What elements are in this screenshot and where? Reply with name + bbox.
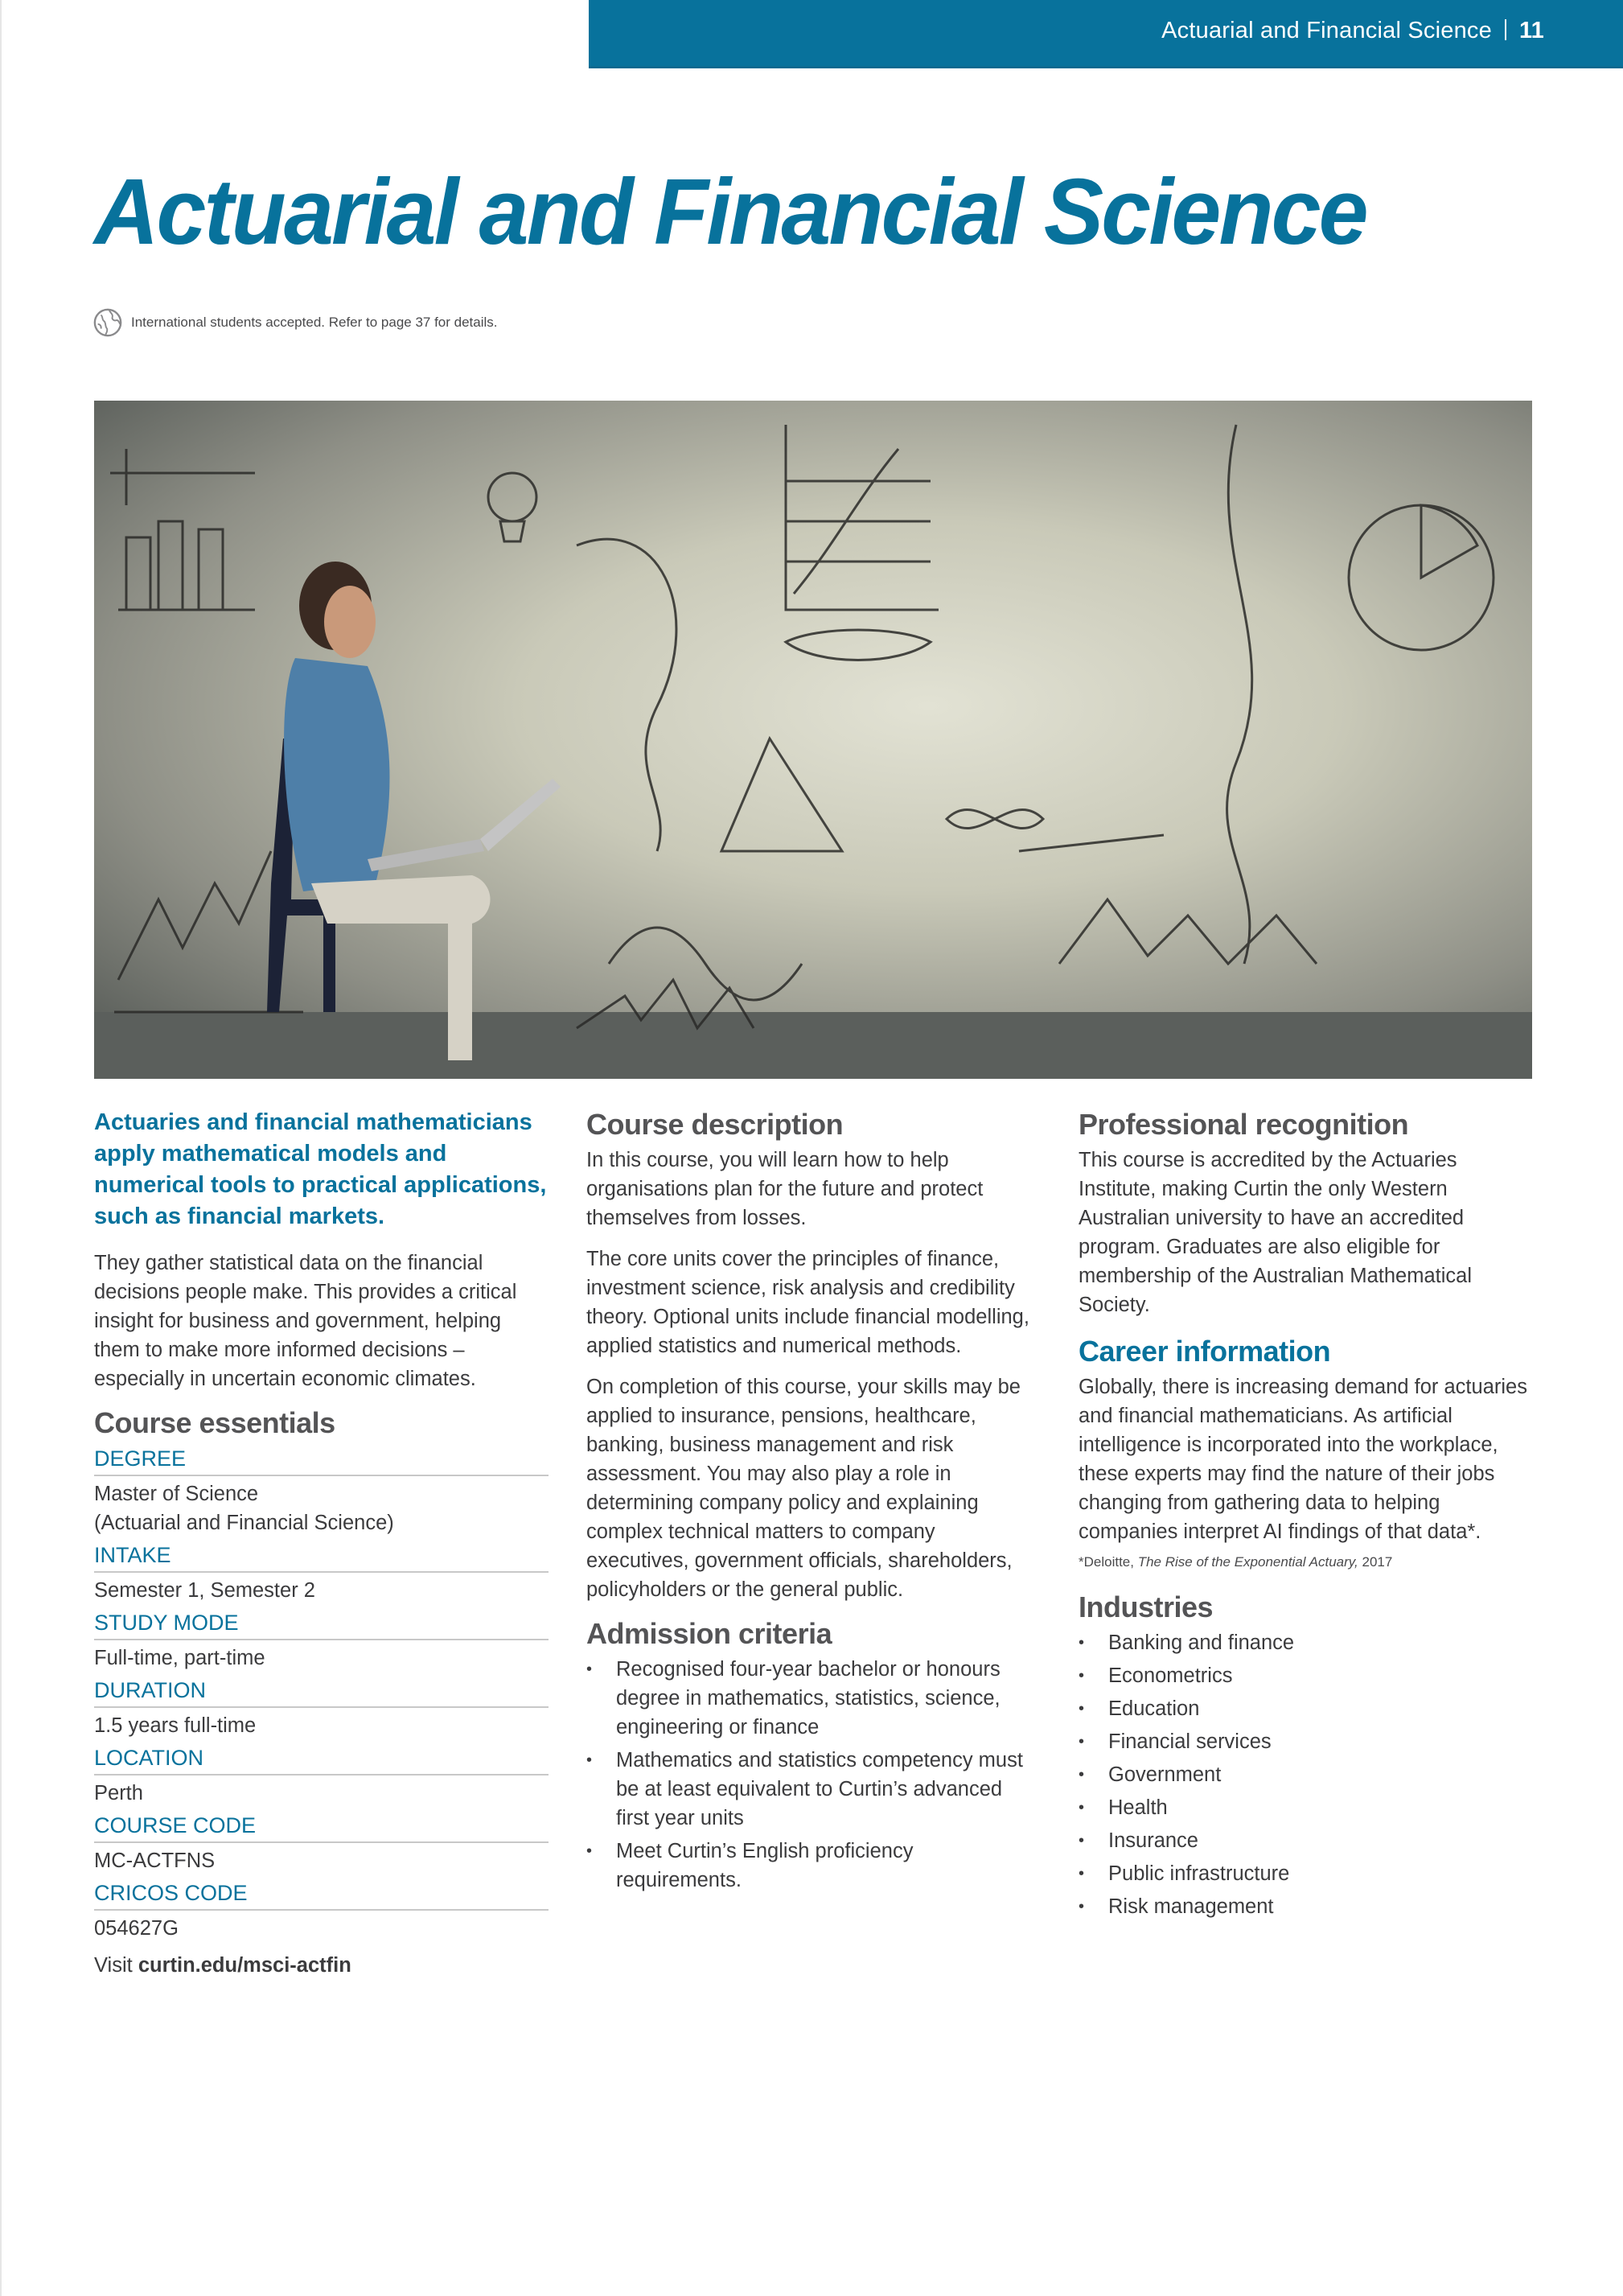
industry-item: • Insurance <box>1079 1826 1533 1855</box>
course-description-paragraph: The core units cover the principles of finance, investment science, risk analysis and credibility theory. Optional units include financial modelling, applied statistics and numerical methods. <box>586 1248 1029 1357</box>
essential-value-intake: Semester 1, Semester 2 <box>94 1579 315 1602</box>
degree-line-2: (Actuarial and Financial Science) <box>94 1512 394 1534</box>
column-right <box>1079 1107 1533 1925</box>
industries-heading: Industries <box>1079 1590 1214 1623</box>
running-header <box>589 0 1623 68</box>
essential-value-location: Perth <box>94 1782 143 1804</box>
hero-image <box>94 401 1532 1079</box>
footnote-year: 2017 <box>1362 1554 1393 1570</box>
industry-item: • Banking and finance <box>1079 1628 1533 1657</box>
industry-item: • Public infrastructure <box>1079 1859 1533 1888</box>
footnote-title: The Rise of the Exponential Actuary, <box>1137 1554 1358 1570</box>
course-description-paragraph: On completion of this course, your skills may be applied to insurance, pensions, healthcare, banking, business management and risk assessment. You may also play a role in determining company policy and explaining complex technical matters to company executives, government officials, shareholders, policyholders or the general public. <box>586 1376 1021 1601</box>
industry-item: • Econometrics <box>1079 1661 1533 1690</box>
globe-icon <box>92 307 123 338</box>
admission-criteria-item: • Mathematics and statistics competency must be at least equivalent to Curtin’s advanced first year units <box>586 1746 1041 1833</box>
essential-label-cricos-code: CRICOS CODE <box>94 1878 549 1911</box>
industry-item: • Government <box>1079 1760 1533 1789</box>
essential-value-duration: 1.5 years full-time <box>94 1714 257 1737</box>
essential-value-degree <box>94 1479 549 1537</box>
page-number: 11 <box>1518 18 1544 43</box>
intro-body: They gather statistical data on the financial decisions people make. This provides a critical insight for business and government, helping them to make more informed decisions – especially in uncertain economic climates. <box>94 1252 517 1390</box>
essential-label-duration: DURATION <box>94 1676 549 1708</box>
course-description-paragraph: In this course, you will learn how to help organisations plan for the future and protect themselves from losses. <box>586 1149 984 1229</box>
visit-line <box>94 1951 549 1980</box>
industry-item: • Health <box>1079 1793 1533 1822</box>
admission-criteria-list <box>586 1655 1041 1895</box>
footnote-prefix: *Deloitte, <box>1079 1554 1134 1570</box>
admission-criteria-item: • Meet Curtin’s English proficiency requirements. <box>586 1837 1041 1895</box>
essential-label-degree: DEGREE <box>94 1444 549 1476</box>
column-left <box>94 1107 549 1980</box>
professional-recognition-heading: Professional recognition <box>1079 1108 1409 1141</box>
course-essentials-list <box>94 1444 549 1943</box>
course-essentials-heading: Course essentials <box>94 1406 335 1439</box>
essential-value-course-code: MC-ACTFNS <box>94 1850 216 1872</box>
course-description-heading: Course description <box>586 1108 844 1141</box>
person <box>267 562 561 1060</box>
international-note-text: International students accepted. Refer to page 37 for details. <box>131 315 498 330</box>
industry-item: • Financial services <box>1079 1727 1533 1756</box>
intro-lead: Actuaries and financial mathematicians apply mathematical models and numerical tools to practical applications, such as financial markets. <box>94 1109 547 1229</box>
visit-prefix: Visit <box>94 1954 133 1977</box>
essential-label-location: LOCATION <box>94 1743 549 1775</box>
professional-recognition-body: This course is accredited by the Actuaries Institute, making Curtin the only Western Australian university to have an accredited program. Graduates are also eligible for membership of the Australian Mathematical Society. <box>1079 1149 1472 1316</box>
essential-label-study-mode: STUDY MODE <box>94 1608 549 1640</box>
industry-item: • Education <box>1079 1694 1533 1723</box>
essential-value-cricos-code: 054627G <box>94 1917 179 1940</box>
career-information-body: Globally, there is increasing demand for actuaries and financial mathematicians. As artificial intelligence is incorporated into the workplace, these experts may find the nature of their jobs changing from gathering data to helping companies interpret AI findings of that data*. <box>1079 1376 1527 1543</box>
footnote <box>1079 1553 1533 1572</box>
admission-criteria-item: • Recognised four-year bachelor or honours degree in mathematics, statistics, science, engineering or finance <box>586 1655 1041 1742</box>
header-section-title: Actuarial and Financial Science <box>1161 18 1492 43</box>
hero-illustration <box>94 401 1532 1079</box>
admission-criteria-heading: Admission criteria <box>586 1617 832 1650</box>
degree-line-1: Master of Science <box>94 1483 259 1505</box>
industries-list <box>1079 1628 1533 1921</box>
page-title: Actuarial and Financial Science <box>94 159 1366 264</box>
career-information-heading: Career information <box>1079 1335 1331 1368</box>
floor <box>94 1012 1532 1079</box>
essential-value-study-mode: Full-time, part-time <box>94 1647 265 1669</box>
international-note <box>92 307 498 338</box>
industry-item: • Risk management <box>1079 1892 1533 1921</box>
essential-label-intake: INTAKE <box>94 1541 549 1573</box>
course-url-link[interactable]: curtin.edu/msci-actfin <box>138 1954 351 1977</box>
essential-label-course-code: COURSE CODE <box>94 1811 549 1843</box>
header-divider <box>1505 19 1506 40</box>
column-middle <box>586 1107 1041 1899</box>
header-text <box>1161 18 1544 44</box>
